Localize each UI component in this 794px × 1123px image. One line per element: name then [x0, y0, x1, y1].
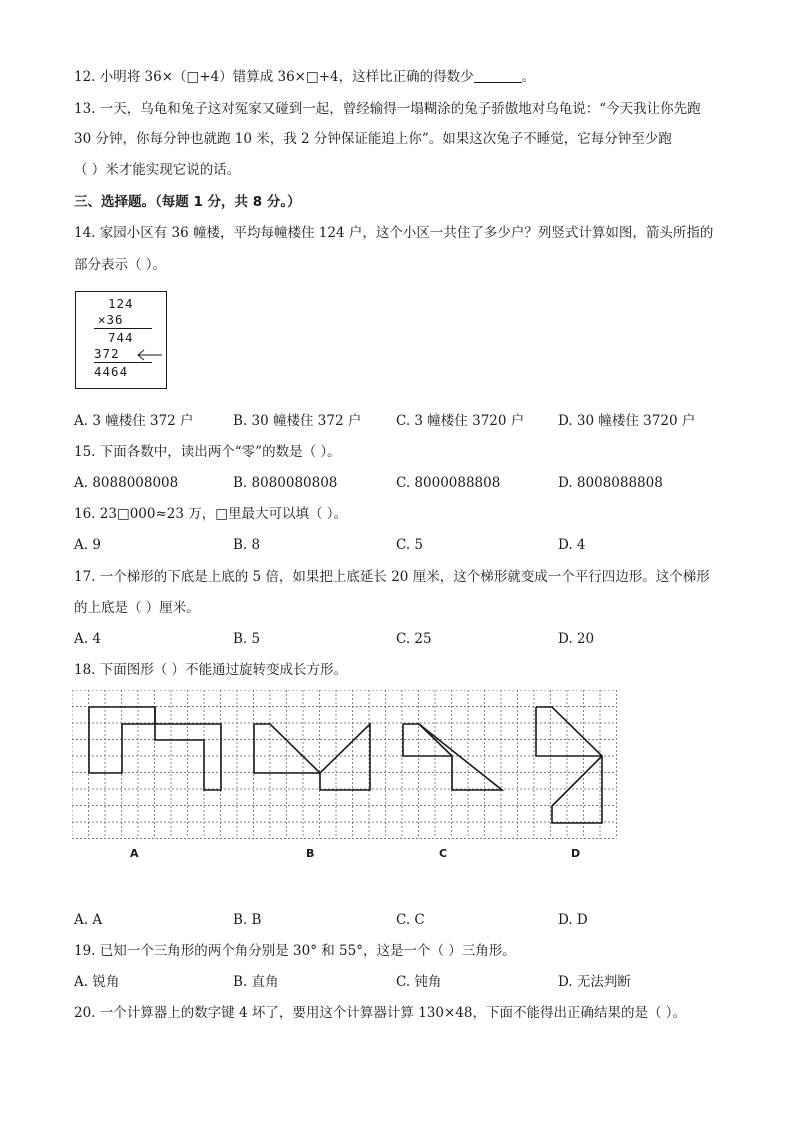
q16-option-c[interactable]: C. 5: [396, 537, 424, 553]
q17-option-a[interactable]: A. 4: [74, 631, 101, 647]
q15-option-a[interactable]: A. 8088008008: [74, 475, 179, 491]
q17-option-d[interactable]: D. 20: [558, 631, 595, 647]
question-17-line-1: 17. 一个梯形的下底是上底的 5 倍，如果把上底延长 20 厘米，这个梯形就变成一个平行四边形。这个梯形: [74, 569, 710, 585]
figure-label-b: B: [306, 847, 315, 860]
q18-option-c[interactable]: C. C: [396, 912, 425, 928]
question-12: 12. 小明将 36×（□+4）错算成 36×□+4，这样比正确的得数少 。: [74, 69, 536, 85]
q18-option-a[interactable]: A. A: [74, 912, 103, 928]
q16-option-a[interactable]: A. 9: [74, 537, 101, 553]
question-18: 18. 下面图形（ ）不能通过旋转变成长方形。: [74, 662, 348, 678]
calc-rule-2: [94, 362, 152, 363]
calc-row-5: 4464: [94, 364, 129, 379]
question-16: 16. 23□000≈23 万，□里最大可以填（ ）。: [74, 506, 348, 522]
q15-option-c[interactable]: C. 8000088808: [396, 475, 501, 491]
calc-row-1: 124: [108, 296, 134, 311]
figure-label-a: A: [130, 847, 139, 860]
q16-option-d[interactable]: D. 4: [558, 537, 586, 553]
vertical-calculation-figure: [75, 291, 167, 389]
shape-a-hook: [155, 707, 221, 790]
figure-label-d: D: [571, 847, 581, 860]
shape-c: [403, 724, 502, 790]
arrow-left-icon: [134, 348, 164, 362]
question-13-line-1: 13. 一天，乌龟和兔子这对冤家又碰到一起，曾经输得一塌糊涂的兔子骄傲地对乌龟说：“今天我让你先跑: [74, 101, 701, 117]
answer-blank[interactable]: [474, 68, 522, 83]
q18-option-b[interactable]: B. B: [233, 912, 262, 928]
calc-row-4: 372: [94, 346, 120, 361]
q14-option-b[interactable]: B. 30 幢楼住 372 户: [233, 413, 362, 429]
q19-option-b[interactable]: B. 直角: [233, 974, 279, 990]
q15-option-d[interactable]: D. 8008088808: [558, 475, 663, 491]
calc-row-3: 744: [108, 330, 134, 345]
q14-option-c[interactable]: C. 3 幢楼住 3720 户: [396, 413, 525, 429]
figure-label-c: C: [439, 847, 448, 860]
shape-b: [254, 724, 370, 790]
question-15: 15. 下面各数中，读出两个“零”的数是（ ）。: [74, 444, 341, 460]
question-13-line-2: 30 分钟，你每分钟也就跑 10 米，我 2 分钟保证能追上你”。如果这次兔子不睡觉，它每分钟至少跑: [74, 131, 672, 147]
q14-option-d[interactable]: D. 30 幢楼住 3720 户: [558, 413, 696, 429]
shape-a: [89, 707, 155, 773]
q18-option-d[interactable]: D. D: [558, 912, 588, 928]
section-heading: 三、选择题。（每题 1 分，共 8 分。）: [74, 194, 301, 210]
calc-rule-1: [94, 328, 152, 329]
question-14-line-1: 14. 家园小区有 36 幢楼，平均每幢楼住 124 户，这个小区一共住了多少户？列竖式计算如图，箭头所指的: [74, 225, 714, 241]
question-13-line-3: （ ）米才能实现它说的话。: [74, 162, 241, 178]
q17-option-b[interactable]: B. 5: [233, 631, 261, 647]
question-12-text: 12. 小明将 36×（□+4）错算成 36×□+4，这样比正确的得数少: [74, 69, 474, 85]
q14-option-a[interactable]: A. 3 幢楼住 372 户: [74, 413, 194, 429]
q19-option-a[interactable]: A. 锐角: [74, 974, 120, 990]
q17-option-c[interactable]: C. 25: [396, 631, 432, 647]
question-17-line-2: 的上底是（ ）厘米。: [74, 600, 200, 616]
q15-option-b[interactable]: B. 8080080808: [233, 475, 338, 491]
question-20: 20. 一个计算器上的数字键 4 坏了，要用这个计算器计算 130×48，下面不能得出正确结果的是（ ）。: [74, 1005, 687, 1021]
q19-option-c[interactable]: C. 钝角: [396, 974, 442, 990]
q19-option-d[interactable]: D. 无法判断: [558, 974, 631, 990]
question-19: 19. 已知一个三角形的两个角分别是 30° 和 55°，这是一个（ ）三角形。: [74, 943, 516, 959]
q16-option-b[interactable]: B. 8: [233, 537, 261, 553]
rotation-grid-figure: [72, 690, 624, 840]
question-14-line-2: 部分表示（ ）。: [74, 257, 167, 273]
calc-row-2: ×36: [98, 312, 124, 327]
